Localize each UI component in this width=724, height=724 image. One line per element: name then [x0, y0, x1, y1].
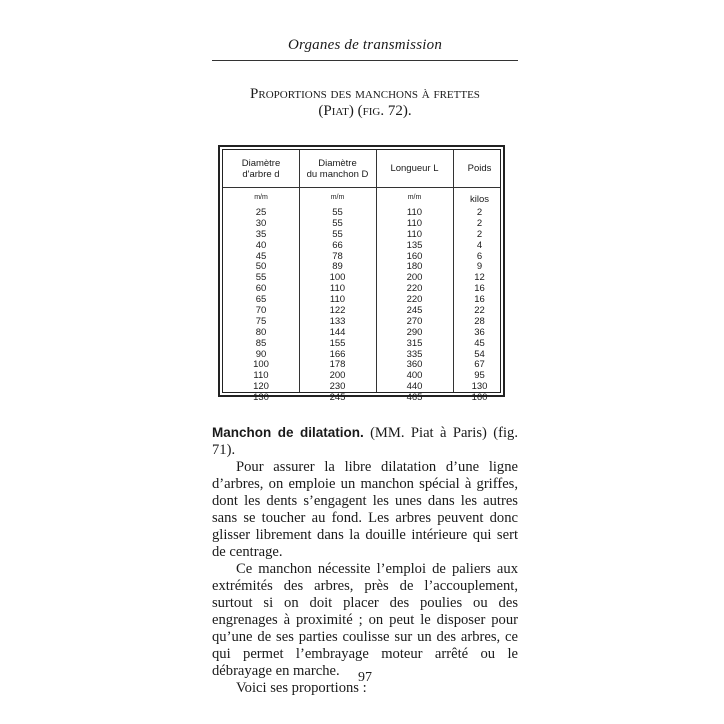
table-cell: 75	[255, 315, 267, 327]
table-cell: 89	[332, 261, 343, 273]
table-row	[223, 339, 500, 350]
table-cell: 55	[332, 228, 343, 240]
section-heading: Manchon de dilatation.	[212, 425, 364, 440]
table-cell: 245	[329, 392, 346, 404]
table-cell: 100	[329, 272, 346, 284]
table-cell: 160	[471, 392, 488, 404]
table-title-line-2: (Piat) (fig. 72).	[318, 103, 412, 119]
paragraph: Ce manchon nécessite l’emploi de paliers aux extrémités des arbres, près de l’accouplement, surtout si on doit placer des poulies ou des engrenages à proximité ; on peut le disposer pour qu’une de ses parties coulisse sur un des arbres, ce qui permet l’embrayage moteur arrêté ou le débrayage en marche.	[212, 561, 518, 679]
table-cell: 315	[406, 337, 423, 349]
table-cell: 110	[406, 228, 423, 240]
column-header-weight: Poids	[467, 163, 492, 174]
table-cell: 2	[476, 217, 483, 229]
header-separator	[223, 187, 500, 188]
table-cell: 155	[329, 337, 346, 349]
table-cell: 50	[255, 261, 267, 273]
table-cell: 160	[406, 250, 423, 262]
table-title	[212, 86, 518, 120]
table-cell: 70	[255, 305, 267, 317]
table-cell: 440	[406, 381, 423, 393]
table-row	[223, 393, 500, 404]
unit-label: kilos	[469, 194, 489, 205]
table-cell: 25	[255, 207, 267, 218]
table-cell: 110	[329, 283, 346, 295]
paragraph: Pour assurer la libre dilatation d’une ligne d’arbres, on emploie un manchon spécial à griffes, dont les dents s’engagent les unes dans les autres sans se toucher au fond. Les arbres peuvent donc glisser librement dans la douille intérieure qui sert de centrage.	[212, 459, 518, 560]
table-inner-frame	[222, 149, 501, 404]
unit-label: m/m	[330, 194, 345, 201]
page-number: 97	[358, 670, 372, 685]
table-cell: 67	[474, 359, 485, 371]
table-cell: 110	[329, 294, 346, 306]
table-cell: 290	[406, 326, 423, 338]
table-cell: 465	[406, 392, 423, 404]
table-cell: 130	[471, 381, 488, 393]
table-cell: 335	[406, 348, 423, 360]
table-cell: 400	[406, 370, 423, 382]
table-cell: 6	[476, 250, 483, 262]
units-row	[223, 194, 500, 208]
table-cell: 85	[255, 337, 267, 349]
table-cell: 2	[476, 207, 483, 218]
table-row	[223, 241, 500, 252]
table-cell: 2	[476, 228, 483, 240]
column-header-sleeve-diameter: Diamètre du manchon D	[306, 157, 369, 180]
table-cell: 36	[474, 326, 485, 338]
table-cell: 54	[474, 348, 485, 360]
table-cell: 4	[476, 239, 483, 251]
table-cell: 12	[474, 272, 485, 284]
column-header-shaft-diameter: Diamètre d'arbre d	[241, 157, 281, 180]
running-head: Organes de transmission	[287, 37, 443, 53]
table-cell: 245	[406, 305, 423, 317]
table-cell: 78	[332, 250, 343, 262]
paragraph: Voici ses proportions :	[236, 680, 367, 696]
table-body	[223, 208, 500, 404]
table-cell: 65	[255, 294, 267, 306]
table-cell: 178	[329, 359, 346, 371]
table-cell: 28	[474, 315, 485, 327]
table-cell: 22	[474, 305, 485, 317]
table-cell: 45	[255, 250, 267, 262]
unit-label: m/m	[254, 194, 268, 201]
table-cell: 166	[329, 348, 346, 360]
table-cell: 220	[406, 294, 423, 306]
table-cell: 40	[255, 239, 267, 251]
section-heading-paragraph	[212, 424, 518, 459]
table-cell: 110	[253, 370, 269, 382]
table-cell: 270	[406, 315, 423, 327]
table-cell: 120	[253, 381, 269, 393]
table-cell: 200	[329, 370, 346, 382]
section-heading-reference: (MM. Piat à Paris) (fig. 71).	[212, 425, 518, 458]
table-cell: 60	[255, 283, 267, 295]
table-cell: 110	[406, 217, 423, 229]
table-cell: 55	[255, 272, 267, 284]
table-cell: 55	[332, 207, 343, 218]
table-cell: 230	[329, 381, 346, 393]
table-cell: 30	[255, 217, 267, 229]
unit-label: m/m	[407, 194, 422, 201]
table-cell: 110	[406, 207, 423, 218]
table-cell: 16	[474, 283, 485, 295]
table-title-line-1: Proportions des manchons à frettes	[250, 86, 480, 102]
table-cell: 130	[253, 392, 269, 404]
table-cell: 45	[474, 337, 485, 349]
column-header-length: Longueur L	[390, 163, 439, 174]
table-cell: 100	[253, 359, 269, 371]
header-rule	[212, 60, 518, 61]
table-cell: 180	[406, 261, 423, 273]
table-cell: 200	[406, 272, 423, 284]
table-cell: 133	[329, 315, 346, 327]
table-cell: 135	[406, 239, 423, 251]
body-text	[212, 424, 518, 697]
table-cell: 95	[474, 370, 485, 382]
table-cell: 360	[406, 359, 423, 371]
table-cell: 9	[476, 261, 483, 273]
proportions-table	[218, 145, 505, 404]
table-cell: 35	[255, 228, 267, 240]
table-cell: 144	[329, 326, 346, 338]
table-cell: 16	[474, 294, 485, 306]
table-cell: 122	[329, 305, 346, 317]
table-cell: 220	[406, 283, 423, 295]
table-cell: 66	[332, 239, 343, 251]
table-cell: 55	[332, 217, 343, 229]
table-cell: 90	[255, 348, 267, 360]
table-cell: 80	[255, 326, 267, 338]
